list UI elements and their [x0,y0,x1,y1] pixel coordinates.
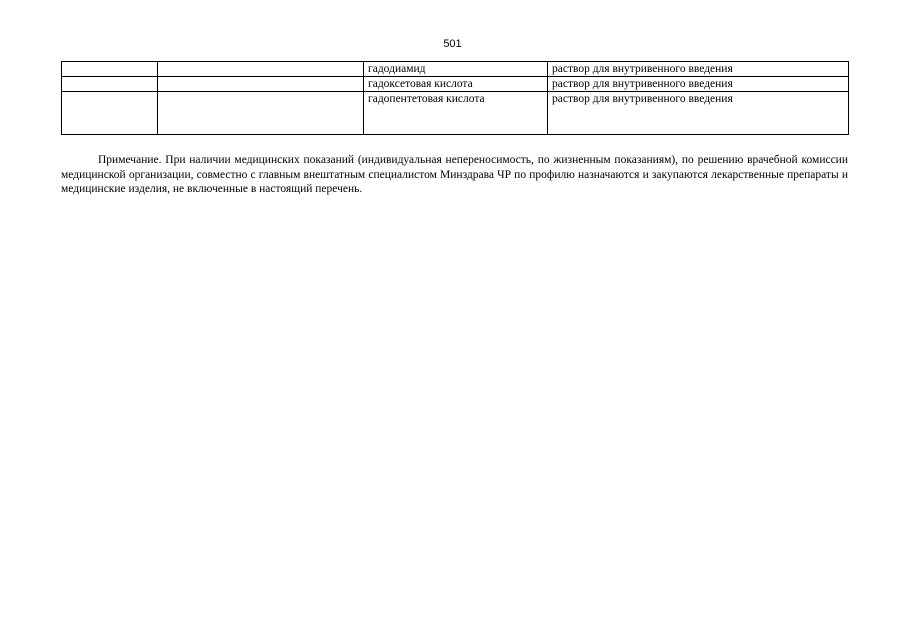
table-row [62,62,849,77]
atc-code-cell [62,92,158,135]
atc-code-cell [62,62,158,77]
atc-code-cell [62,77,158,92]
drug-table [61,61,849,135]
page-number: 501 [443,38,462,50]
group-cell [158,62,364,77]
dosage-form-cell: раствор для внутривенного введения [548,92,849,135]
drug-name-cell: гадодиамид [364,62,548,77]
table-row [62,77,849,92]
dosage-form-cell: раствор для внутривенного введения [548,77,849,92]
dosage-form-cell: раствор для внутривенного введения [548,62,849,77]
drug-name-cell: гадопентетовая кислота [364,92,548,135]
group-cell [158,77,364,92]
group-cell [158,92,364,135]
drug-name-cell: гадоксетовая кислота [364,77,548,92]
table-row [62,92,849,135]
note-paragraph: Примечание. При наличии медицинских показаний (индивидуальная непереносимость, по жизненным показаниям), по решению врачебной комиссии медицинской организации, совместно с главным внештатным специалистом Минздрава ЧР по профилю назначаются и закупаются лекарственные препараты и медицинские изделия, не включенные в настоящий перечень. [61,154,848,195]
